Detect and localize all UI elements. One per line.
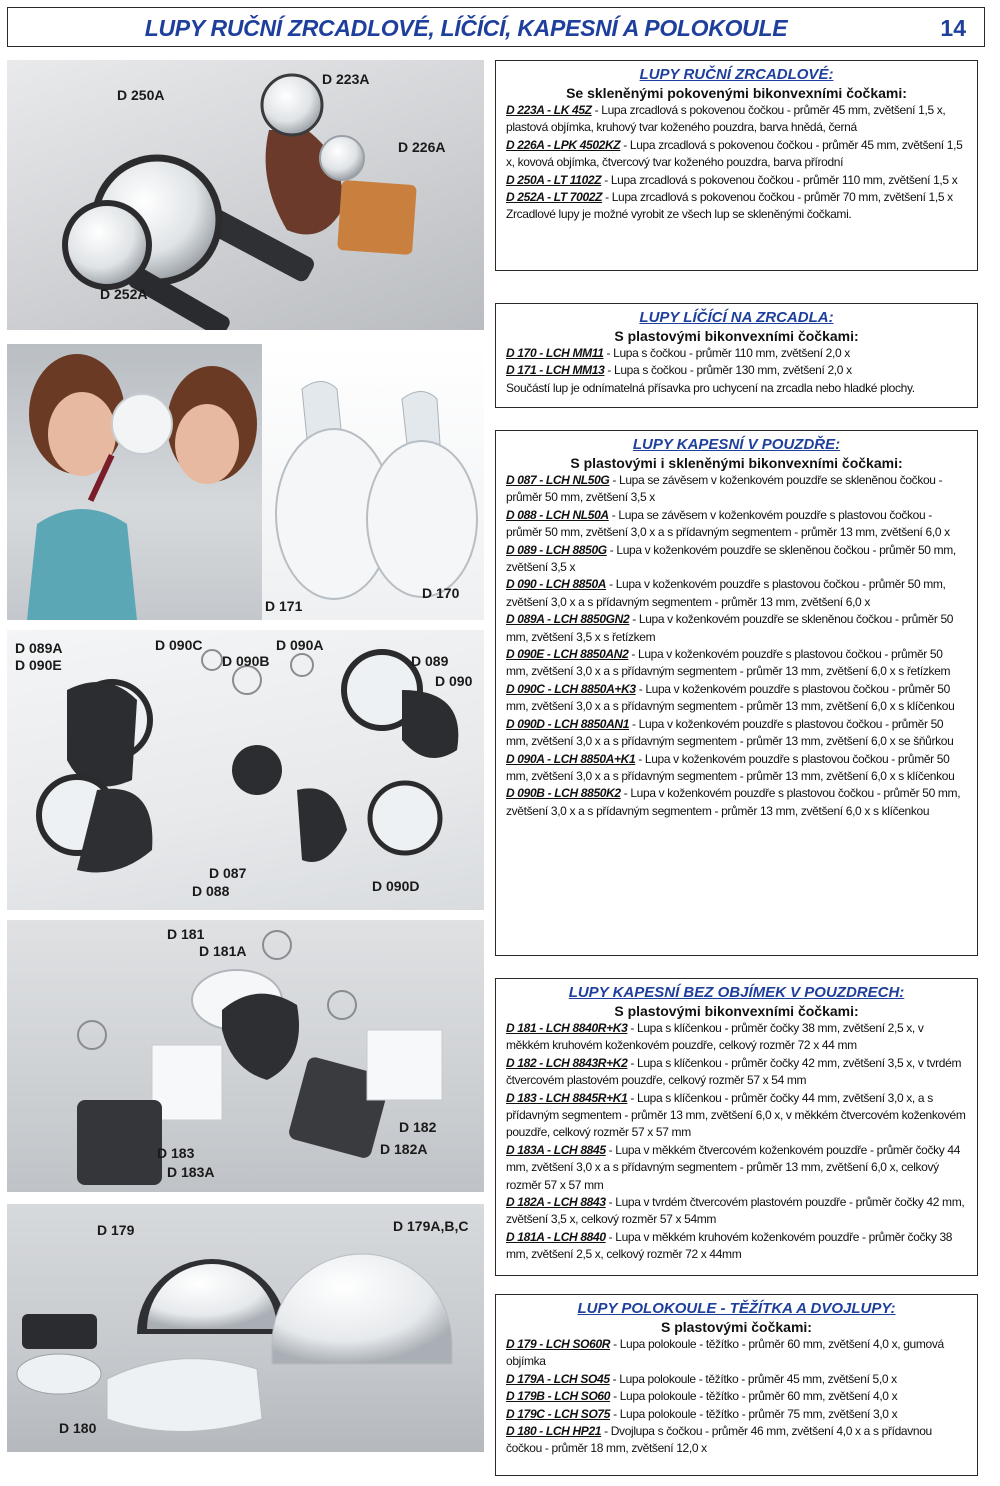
page-title: LUPY RUČNÍ ZRCADLOVÉ, LÍČÍCÍ, KAPESNÍ A POLOKOULE	[144, 15, 788, 41]
product-description: - Lupa se závěsem v koženkovém pouzdře se skleněnou čočkou - průměr 50 mm, zvětšení 3,5 x	[506, 473, 943, 505]
product-description: - Lupa polokoule - těžítko - průměr 60 mm, zvětšení 4,0 x	[613, 1389, 898, 1404]
label-d087: D 087	[209, 865, 247, 881]
product-description: - Lupa v měkkém čtvercovém koženkovém pouzdře - průměr čočky 44 mm, zvětšení 3,0 x a s přídavným segmentem - průměr 13 mm, zvětšení 6,0 x, celkový rozměr 57 x 57 mm	[506, 1142, 961, 1192]
product-item	[506, 1055, 967, 1090]
product-item	[506, 1406, 967, 1423]
product-item	[506, 716, 967, 751]
section-title: LUPY RUČNÍ ZRCADLOVÉ:	[639, 66, 834, 83]
photo-makeup-woman	[7, 344, 262, 620]
product-code: D 090D - LCH 8850AN1	[506, 716, 630, 731]
label-d090b: D 090B	[222, 653, 270, 669]
label-d226a: D 226A	[398, 139, 446, 155]
label-d223a: D 223A	[322, 71, 370, 87]
label-d090e: D 090E	[15, 657, 62, 673]
product-code: D 170 - LCH MM11	[506, 346, 604, 360]
product-description: - Lupa v koženkovém pouzdře s plastovou čočkou - průměr 50 mm, zvětšení 3,0 x a s přídavným segmentem - průměr 13 mm, zvětšení 6,0 x se šňůrkou	[506, 716, 954, 749]
label-d252a: D 252A	[100, 286, 148, 302]
magnifiers-illustration	[7, 60, 484, 330]
label-d090: D 090	[435, 673, 473, 689]
product-item	[506, 681, 967, 716]
product-item	[506, 1090, 967, 1142]
product-item	[506, 102, 967, 137]
product-code: D 090C - LCH 8850A+K3	[506, 681, 636, 696]
product-code: D 183A - LCH 8845	[506, 1142, 606, 1157]
label-d182a: D 182A	[380, 1141, 428, 1157]
label-d179: D 179	[97, 1222, 135, 1238]
product-code: D 179C - LCH SO75	[506, 1406, 611, 1421]
label-d090a: D 090A	[276, 637, 324, 653]
product-code: D 087 - LCH NL50G	[506, 473, 610, 487]
photo-dome-magnifiers	[7, 1204, 484, 1452]
product-description: - Lupa se závěsem v koženkovém pouzdře s plastovou čočkou - průměr 50 mm, zvětšení 3,0 x a s přídavným segmentem - průměr 13 mm, zvětšení 6,0 x	[506, 507, 950, 540]
dome-magnifiers-illustration	[7, 1204, 484, 1452]
product-description: - Lupa v tvrdém čtvercovém plastovém pouzdře - průměr čočky 42 mm, zvětšení 3,5 x, celkový rozměr 57 x 54mm	[506, 1195, 965, 1227]
photo-suction-magnifiers	[262, 344, 484, 620]
product-code: D 182A - LCH 8843	[506, 1195, 606, 1210]
product-description: - Lupa s klíčenkou - průměr čočky 38 mm, zvětšení 2,5 x, v měkkém kruhovém koženkovém pouzdře, celkový rozměr 72 x 44 mm	[506, 1021, 924, 1053]
suction-magnifiers-illustration	[262, 344, 484, 620]
label-d179abc: D 179A,B,C	[393, 1218, 469, 1234]
label-d090d: D 090D	[372, 878, 420, 894]
product-item	[506, 611, 967, 646]
product-description: - Lupa zrcadlová s pokovenou čočkou - průměr 110 mm, zvětšení 1,5 x	[604, 172, 958, 187]
label-d183: D 183	[157, 1145, 195, 1161]
product-code: D 090A - LCH 8850A+K1	[506, 751, 636, 766]
product-description: - Lupa zrcadlová s pokovenou čočkou - průměr 45 mm, zvětšení 1,5 x, plastová objímka, kruhový tvar koženého pouzdra, barva hnědá, černá	[506, 103, 946, 135]
section-title: LUPY POLOKOULE - TĚŽÍTKA A DVOJLUPY:	[577, 1300, 896, 1317]
label-d171: D 171	[265, 598, 303, 614]
product-code: D 090B - LCH 8850K2	[506, 786, 621, 801]
section-subtitle: Se skleněnými pokovenými bikonvexními čočkami:	[566, 85, 907, 101]
product-code: D 181A - LCH 8840	[506, 1229, 606, 1244]
section-dome	[495, 1294, 978, 1476]
product-item	[506, 472, 967, 507]
product-code: D 181 - LCH 8840R+K3	[506, 1021, 628, 1035]
section-subtitle: S plastovými i skleněnými bikonvexními čočkami:	[570, 455, 903, 471]
product-code: D 089 - LCH 8850G	[506, 542, 607, 557]
product-code: D 090 - LCH 8850A	[506, 577, 607, 592]
product-code: D 252A - LT 7002Z	[506, 190, 603, 205]
section-title: LUPY LÍČÍCÍ NA ZRCADLA:	[639, 309, 834, 326]
product-description: - Lupa polokoule - těžítko - průměr 75 mm, zvětšení 3,0 x	[613, 1406, 898, 1421]
product-description: - Lupa v koženkovém pouzdře s plastovou čočkou - průměr 50 mm, zvětšení 3,0 x a s přídavným segmentem - průměr 13 mm, zvětšení 6,0 x s klíčenkou	[506, 751, 955, 783]
product-item	[506, 345, 967, 362]
product-description: - Lupa v měkkém kruhovém koženkovém pouzdře - průměr čočky 38 mm, zvětšení 2,5 x, celkový rozměr 72 x 44mm	[506, 1229, 953, 1262]
product-item	[506, 1194, 967, 1229]
product-code: D 171 - LCH MM13	[506, 363, 605, 378]
product-item	[506, 1142, 967, 1194]
section-makeup	[495, 303, 978, 408]
photo-pocket-magnifiers	[7, 630, 484, 910]
page-number: 14	[940, 15, 966, 41]
product-code: D 250A - LT 1102Z	[506, 172, 602, 187]
section-subtitle: S plastovými bikonvexními čočkami:	[614, 328, 859, 344]
photo-frameless-magnifiers	[7, 920, 484, 1192]
page-header	[7, 7, 985, 47]
product-item	[506, 1423, 967, 1458]
label-d180: D 180	[59, 1420, 97, 1436]
section-subtitle: S plastovými bikonvexními čočkami:	[614, 1003, 859, 1019]
label-d170: D 170	[422, 585, 460, 601]
label-d183a: D 183A	[167, 1164, 215, 1180]
product-item	[506, 1388, 967, 1405]
label-d089: D 089	[411, 653, 449, 669]
product-item	[506, 362, 967, 379]
product-item	[506, 1020, 967, 1055]
section-title: LUPY KAPESNÍ BEZ OBJÍMEK V POUZDRECH:	[568, 984, 905, 1001]
section-note: Součástí lup je odnímatelná přísavka pro uchycení na zrcadla nebo hladké plochy.	[506, 380, 915, 395]
section-pocket-frameless	[495, 978, 978, 1276]
product-code: D 180 - LCH HP21	[506, 1424, 602, 1439]
product-description: - Lupa polokoule - těžítko - průměr 45 mm, zvětšení 5,0 x	[612, 1371, 897, 1386]
product-description: - Lupa s čočkou - průměr 110 mm, zvětšení 2,0 x	[606, 346, 850, 360]
label-d090c: D 090C	[155, 637, 203, 653]
dome-d179abc	[272, 1254, 452, 1364]
product-item	[506, 1336, 967, 1371]
makeup-mirror-lens	[112, 394, 172, 454]
section-hand-mirror	[495, 60, 978, 271]
product-item	[506, 172, 967, 189]
product-item	[506, 785, 967, 820]
product-description: - Lupa zrcadlová s pokovenou čočkou - průměr 70 mm, zvětšení 1,5 x	[605, 190, 953, 205]
product-item	[506, 1229, 967, 1264]
product-item	[506, 576, 967, 611]
photo-hand-mirror-magnifiers	[7, 60, 484, 330]
label-d089a: D 089A	[15, 640, 63, 656]
product-description: - Lupa v koženkovém pouzdře se skleněnou čočkou - průměr 50 mm, zvětšení 3,5 x s řetízkem	[506, 612, 954, 644]
product-code: D 090E - LCH 8850AN2	[506, 647, 629, 662]
product-item	[506, 137, 967, 172]
product-code: D 226A - LPK 4502KZ	[506, 137, 621, 152]
product-description: - Lupa zrcadlová s pokovenou čočkou - průměr 45 mm, zvětšení 1,5 x, kovová objímka, čtvercový tvar koženého pouzdra, barva přírodní	[506, 137, 963, 170]
label-d250a: D 250A	[117, 87, 165, 103]
double-lens-d180	[107, 1359, 262, 1432]
product-item	[506, 646, 967, 681]
product-item	[506, 751, 967, 786]
section-note: Zrcadlové lupy je možné vyrobit ze všech lup se skleněnými čočkami.	[506, 207, 852, 222]
section-title: LUPY KAPESNÍ V POUZDŘE:	[632, 436, 841, 453]
product-description: - Lupa v koženkovém pouzdře s plastovou čočkou - průměr 50 mm, zvětšení 3,0 x a s přídavným segmentem - průměr 13 mm, zvětšení 6,0 x	[506, 577, 946, 609]
product-code: D 182 - LCH 8843R+K2	[506, 1055, 628, 1070]
woman-illustration	[7, 344, 262, 620]
product-code: D 179B - LCH SO60	[506, 1389, 611, 1404]
product-description: - Lupa v koženkovém pouzdře s plastovou čočkou - průměr 50 mm, zvětšení 3,0 x a s přídavným segmentem - průměr 13 mm, zvětšení 6,0 x s klíčenkou	[506, 786, 961, 818]
product-description: - Lupa polokoule - těžítko - průměr 60 mm, zvětšení 4,0 x, gumová objímka	[506, 1337, 944, 1369]
product-item	[506, 189, 967, 206]
product-description: - Lupa s klíčenkou - průměr čočky 42 mm, zvětšení 3,5 x, v tvrdém čtvercovém plastovém pouzdře, celkový rozměr 57 x 54 mm	[506, 1055, 962, 1088]
product-code: D 089A - LCH 8850GN2	[506, 612, 630, 627]
product-description: - Lupa s klíčenkou - průměr čočky 44 mm, zvětšení 3,0 x, a s přídavným segmentem - průměr 13 mm, zvětšení 6,0 x, v měkkém čtvercovém koženkovém pouzdře, celkový rozměr 57 x 57 mm	[506, 1090, 966, 1140]
product-description: - Lupa v koženkovém pouzdře s plastovou čočkou - průměr 50 mm, zvětšení 3,0 x a s přídavným segmentem - průměr 13 mm, zvětšení 6,0 x s klíčenkou	[506, 681, 955, 714]
magnifier-d170	[367, 392, 477, 598]
product-code: D 088 - LCH NL50A	[506, 507, 609, 522]
product-description: - Lupa v koženkovém pouzdře s plastovou čočkou - průměr 50 mm, zvětšení 3,0 x a s přídavným segmentem - průměr 13 mm, zvětšení 6,0 x s řetízkem	[506, 647, 951, 679]
label-d181a: D 181A	[199, 943, 247, 959]
label-d088: D 088	[192, 883, 230, 899]
label-d181: D 181	[167, 926, 205, 942]
product-code: D 183 - LCH 8845R+K1	[506, 1090, 628, 1105]
product-description: - Dvojlupa s čočkou - průměr 46 mm, zvětšení 4,0 x a s přídavnou čočkou - průměr 18 mm, zvětšení 12,0 x	[506, 1424, 932, 1456]
section-subtitle: S plastovými čočkami:	[661, 1319, 812, 1335]
product-description: - Lupa v koženkovém pouzdře se skleněnou čočkou - průměr 50 mm, zvětšení 3,5 x	[506, 542, 956, 575]
section-pocket-cases	[495, 430, 978, 956]
product-item	[506, 542, 967, 577]
product-item	[506, 1371, 967, 1388]
product-code: D 179 - LCH SO60R	[506, 1337, 611, 1351]
product-code: D 223A - LK 45Z	[506, 103, 592, 117]
label-d182: D 182	[399, 1119, 437, 1135]
product-description: - Lupa s čočkou - průměr 130 mm, zvětšení 2,0 x	[607, 363, 852, 378]
product-item	[506, 507, 967, 542]
product-code: D 179A - LCH SO45	[506, 1371, 610, 1386]
